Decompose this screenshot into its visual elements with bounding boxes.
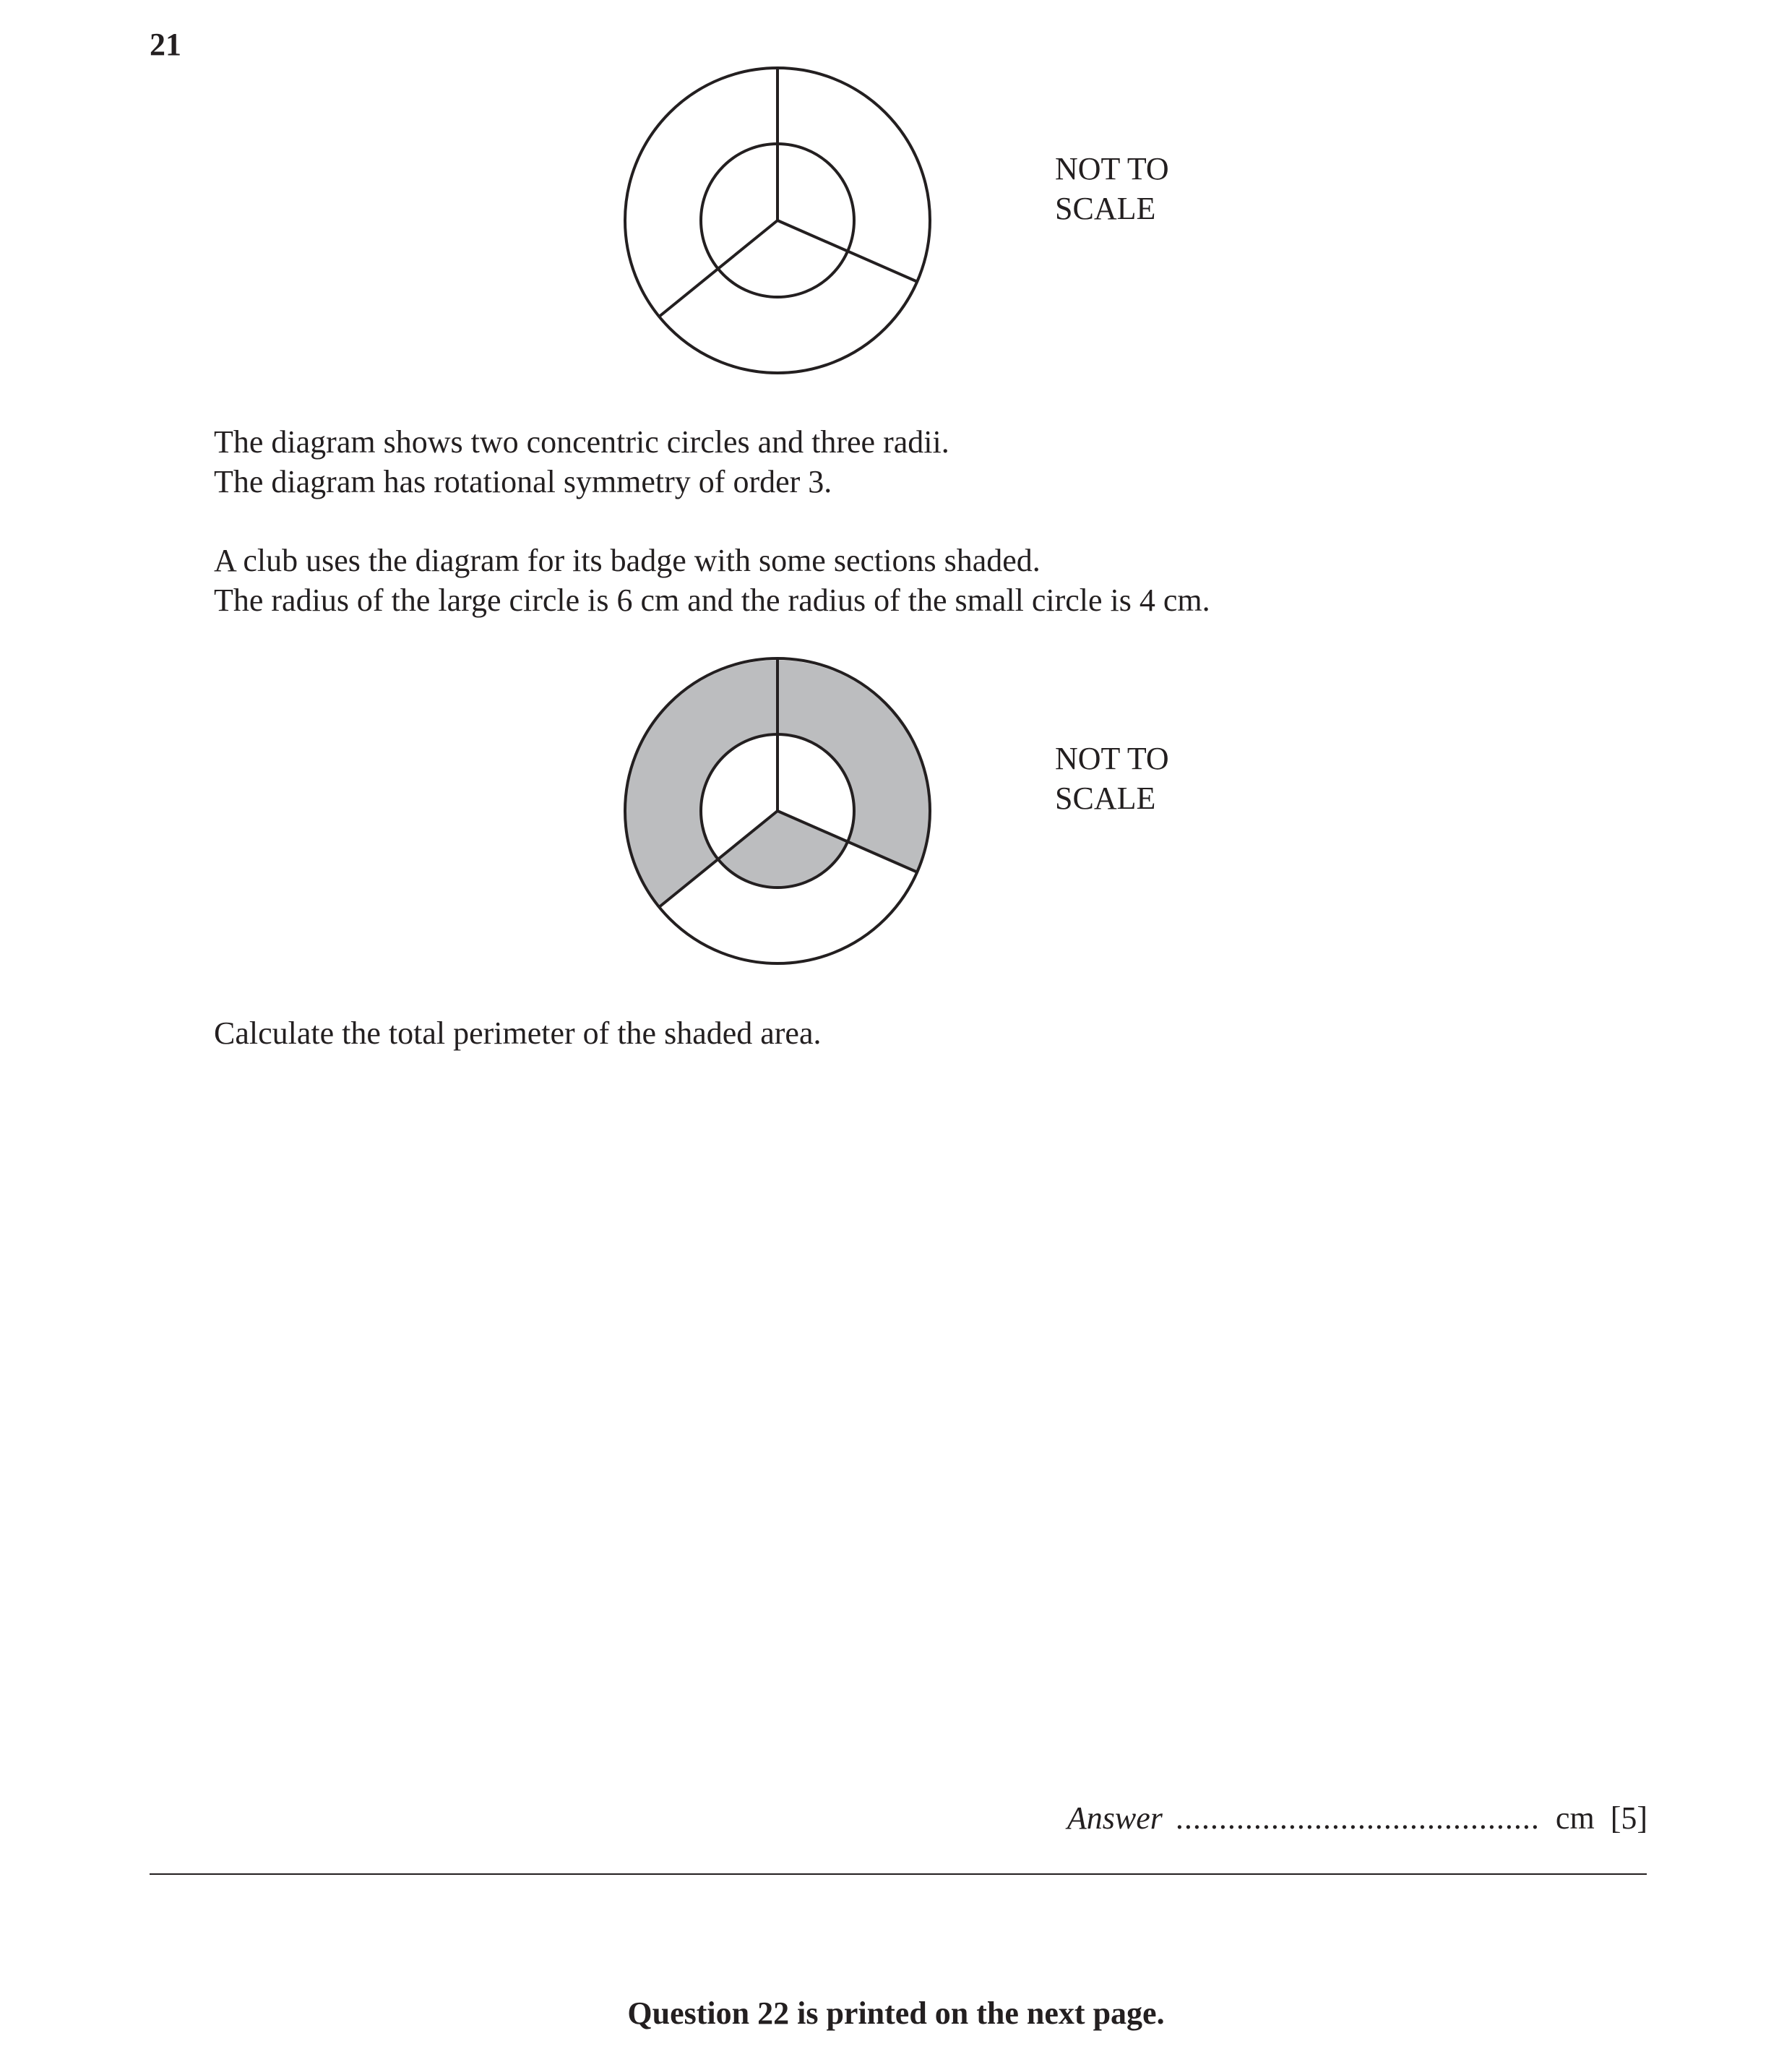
answer-blank[interactable]: .......................................... bbox=[1175, 1800, 1540, 1836]
divider-line bbox=[150, 1873, 1647, 1875]
not-to-scale-note-1: NOT TO SCALE bbox=[1055, 151, 1169, 226]
badge-line: A club uses the diagram for its badge with some sections shaded. bbox=[214, 543, 1041, 578]
task-line: Calculate the total perimeter of the shaded area. bbox=[214, 1015, 822, 1051]
diagram-shaded bbox=[0, 648, 1792, 966]
intro-paragraph bbox=[214, 422, 949, 502]
answer-unit: cm bbox=[1555, 1800, 1595, 1836]
diagram-plain bbox=[0, 58, 1792, 376]
concentric-circles-diagram bbox=[0, 58, 1792, 376]
badge-line: The radius of the large circle is 6 cm and the radius of the small circle is 4 cm. bbox=[214, 583, 1210, 618]
intro-line: The diagram has rotational symmetry of order 3. bbox=[214, 464, 832, 499]
next-page-note: Question 22 is printed on the next page. bbox=[627, 1996, 1165, 2031]
task-paragraph bbox=[214, 1013, 822, 1053]
not-to-scale-note-2: NOT TO SCALE bbox=[1055, 741, 1169, 816]
question-number: 21 bbox=[150, 27, 181, 62]
shaded-badge-diagram bbox=[0, 648, 1792, 966]
badge-paragraph bbox=[214, 541, 1210, 620]
answer-line bbox=[1067, 1798, 1647, 1838]
marks-indicator: [5] bbox=[1610, 1800, 1647, 1836]
answer-label: Answer bbox=[1067, 1800, 1163, 1836]
intro-line: The diagram shows two concentric circles and three radii. bbox=[214, 424, 949, 460]
